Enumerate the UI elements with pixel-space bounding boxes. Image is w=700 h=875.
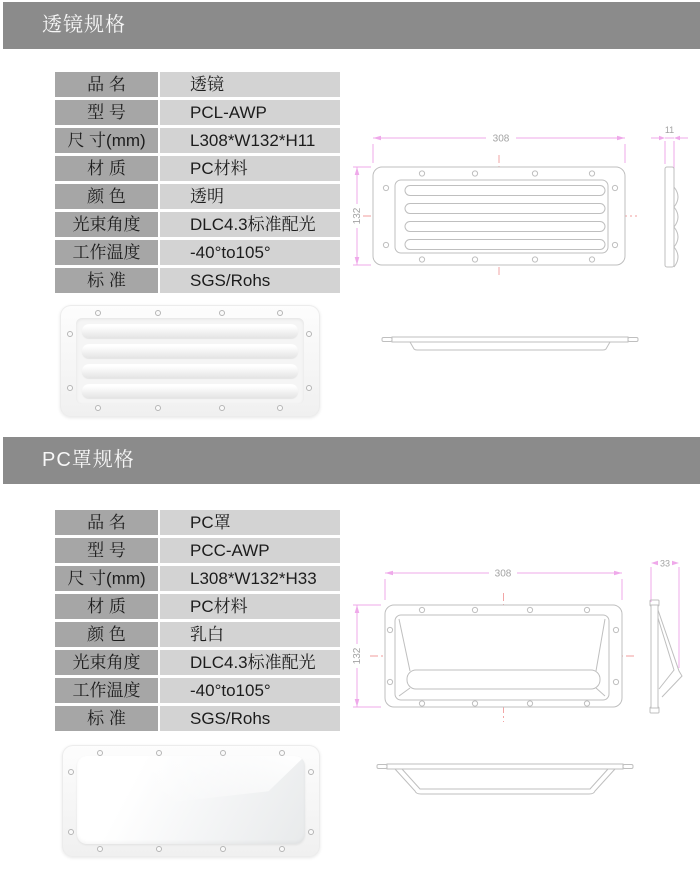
lens-bar <box>82 364 298 378</box>
table-row <box>55 268 340 293</box>
spec-label: 工作温度 <box>55 678 158 703</box>
table-row <box>55 156 340 181</box>
lens-bar <box>82 344 298 358</box>
spec-value: SGS/Rohs <box>160 706 340 731</box>
table-row <box>55 212 340 237</box>
screw-hole <box>97 846 103 852</box>
spec-value: DLC4.3标准配光 <box>160 650 340 675</box>
table-row <box>55 566 340 591</box>
table-row <box>55 706 340 731</box>
spec-label: 光束角度 <box>55 650 158 675</box>
pc-cover-spec-table <box>55 510 340 734</box>
spec-label: 尺 寸(mm) <box>55 566 158 591</box>
pc-cover-dome <box>77 756 305 844</box>
spec-value: PCL-AWP <box>160 100 340 125</box>
lens-bar <box>82 384 298 398</box>
screw-hole <box>156 750 162 756</box>
spec-label: 材 质 <box>55 156 158 181</box>
lens-technical-drawing <box>345 100 700 290</box>
lens-bar <box>82 324 298 338</box>
spec-label: 型 号 <box>55 100 158 125</box>
spec-value: -40°to105° <box>160 678 340 703</box>
lens-product-render <box>60 305 320 417</box>
spec-label: 标 准 <box>55 268 158 293</box>
section-header-pc-cover: PC罩规格 <box>3 437 700 484</box>
table-row <box>55 594 340 619</box>
dim-height-label: 11 <box>664 125 675 135</box>
table-row <box>55 100 340 125</box>
spec-value: 透明 <box>160 184 340 209</box>
table-row <box>55 650 340 675</box>
table-row <box>55 678 340 703</box>
spec-value: SGS/Rohs <box>160 268 340 293</box>
screw-hole <box>306 385 312 391</box>
spec-value: PC材料 <box>160 594 340 619</box>
table-row <box>55 510 340 535</box>
spec-value: 乳白 <box>160 622 340 647</box>
lens-side-profile-drawing <box>380 327 640 357</box>
pc-cover-technical-drawing <box>345 540 700 740</box>
spec-label: 光束角度 <box>55 212 158 237</box>
table-row <box>55 240 340 265</box>
spec-label: 标 准 <box>55 706 158 731</box>
dim-width-label: 132 <box>352 207 363 225</box>
pc-cover-product-render <box>62 745 320 857</box>
dim-height-label: 33 <box>659 558 671 569</box>
spec-value: L308*W132*H33 <box>160 566 340 591</box>
table-row <box>55 184 340 209</box>
table-row <box>55 622 340 647</box>
screw-hole <box>277 405 283 411</box>
spec-value: DLC4.3标准配光 <box>160 212 340 237</box>
spec-label: 品 名 <box>55 510 158 535</box>
screw-hole <box>68 769 74 775</box>
pc-cover-side-profile-drawing <box>375 756 635 801</box>
screw-hole <box>279 846 285 852</box>
screw-hole <box>219 310 225 316</box>
table-row <box>55 128 340 153</box>
screw-hole <box>95 405 101 411</box>
table-row <box>55 538 340 563</box>
dim-length-label: 308 <box>494 568 512 580</box>
spec-value: 透镜 <box>160 72 340 97</box>
section-header-lens: 透镜规格 <box>3 2 700 49</box>
screw-hole <box>220 846 226 852</box>
screw-hole <box>155 405 161 411</box>
spec-value: PC罩 <box>160 510 340 535</box>
screw-hole <box>308 829 314 835</box>
spec-value: -40°to105° <box>160 240 340 265</box>
screw-hole <box>155 310 161 316</box>
spec-label: 型 号 <box>55 538 158 563</box>
lens-spec-table <box>55 72 340 296</box>
screw-hole <box>95 310 101 316</box>
screw-hole <box>308 769 314 775</box>
spec-value: PCC-AWP <box>160 538 340 563</box>
dim-width-label: 132 <box>352 647 363 665</box>
lens-inner-panel <box>76 318 304 404</box>
screw-hole <box>68 829 74 835</box>
screw-hole <box>97 750 103 756</box>
screw-hole <box>219 405 225 411</box>
spec-label: 颜 色 <box>55 184 158 209</box>
screw-hole <box>67 385 73 391</box>
spec-label: 工作温度 <box>55 240 158 265</box>
screw-hole <box>306 331 312 337</box>
spec-label: 颜 色 <box>55 622 158 647</box>
screw-hole <box>156 846 162 852</box>
dome-highlight <box>77 756 305 844</box>
spec-label: 材 质 <box>55 594 158 619</box>
screw-hole <box>220 750 226 756</box>
screw-hole <box>279 750 285 756</box>
screw-hole <box>67 331 73 337</box>
spec-value: L308*W132*H11 <box>160 128 340 153</box>
spec-label: 品 名 <box>55 72 158 97</box>
table-row <box>55 72 340 97</box>
screw-hole <box>277 310 283 316</box>
spec-value: PC材料 <box>160 156 340 181</box>
dim-length-label: 308 <box>492 133 510 145</box>
spec-label: 尺 寸(mm) <box>55 128 158 153</box>
